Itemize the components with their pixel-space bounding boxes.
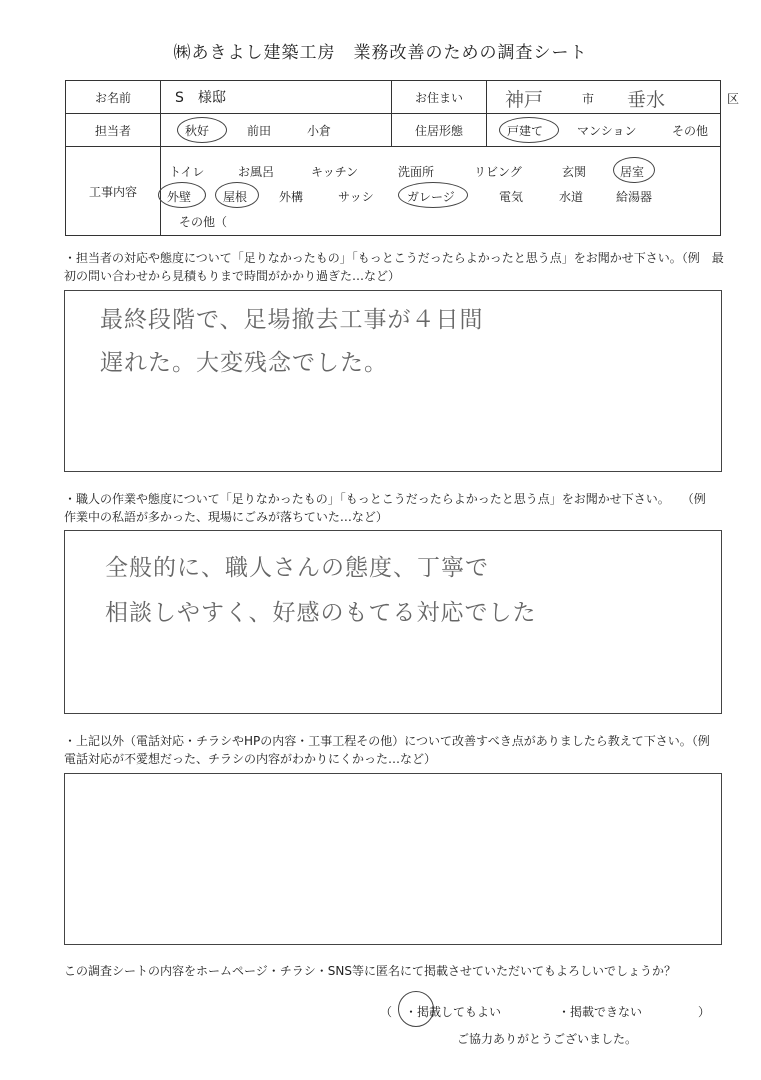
address-cell[interactable] xyxy=(487,81,740,114)
housing-option-other[interactable]: その他 xyxy=(672,124,709,138)
work-label: 工事内容 xyxy=(66,147,161,236)
work-room[interactable]: 居室 xyxy=(620,165,645,179)
thanks-message: ご協力ありがとうございました。 xyxy=(457,1032,638,1046)
work-bath[interactable]: お風呂 xyxy=(238,165,275,179)
work-sash[interactable]: サッシ xyxy=(338,190,374,204)
page-title: ㈱あきよし建築工房 業務改善のための調査シート xyxy=(173,43,588,63)
work-entrance[interactable]: 玄関 xyxy=(562,165,587,179)
work-living[interactable]: リビング xyxy=(474,165,522,179)
answer-staff-line1: 最終段階で、足場撤去工事が４日間 xyxy=(100,307,484,333)
question-craftsman: ・職人の作業や態度について「足りなかったもの」「もっとこうだったらよかったと思う点」をお聞かせ下さい。 （例 作業中の私語が多かった、現場にごみが落ちていた…など） xyxy=(64,492,718,524)
housing-option-mansion[interactable]: マンション xyxy=(577,124,637,138)
work-cell xyxy=(161,147,721,236)
work-electric[interactable]: 電気 xyxy=(499,190,524,204)
work-garage[interactable]: ガレージ xyxy=(407,190,455,204)
answer-craftsman-line2: 相談しやすく、好感のもてる対応でした xyxy=(105,600,537,626)
answer-box-other[interactable] xyxy=(64,773,722,945)
staff-cell xyxy=(161,114,392,147)
staff-option-akiyoshi[interactable]: 秋好 xyxy=(185,124,210,138)
work-roof[interactable]: 屋根 xyxy=(223,190,248,204)
work-kitchen[interactable]: キッチン xyxy=(311,165,359,179)
work-water-heater[interactable]: 給湯器 xyxy=(616,190,653,204)
consent-options xyxy=(380,1003,720,1025)
staff-option-ogura[interactable]: 小倉 xyxy=(307,124,332,138)
question-staff: ・担当者の対応や態度について「足りなかったもの」「もっとこうだったらよかったと思う点」をお聞かせ下さい。（例 最初の問い合わせから見積もりまで時間がかかり過ぎた…など） xyxy=(64,251,724,283)
work-other[interactable]: その他（ xyxy=(179,215,228,229)
name-value[interactable]: S 様邸 xyxy=(175,90,226,106)
work-water[interactable]: 水道 xyxy=(559,190,584,204)
consent-paren-close: ） xyxy=(698,1005,711,1019)
work-washroom[interactable]: 洗面所 xyxy=(398,165,435,179)
address-city-handwritten: 神戸 xyxy=(505,89,544,111)
info-table xyxy=(65,80,740,236)
staff-option-maeda[interactable]: 前田 xyxy=(247,124,272,138)
consent-paren-open: （ xyxy=(380,1005,393,1019)
address-ward-handwritten: 垂水 xyxy=(627,89,666,111)
housing-label: 住居形態 xyxy=(392,114,487,147)
address-label: お住まい xyxy=(392,81,487,114)
consent-question: この調査シートの内容をホームページ・チラシ・SNS等に匿名にて掲載させていただいてもよろしいでしょうか？ xyxy=(64,964,676,978)
work-toilet[interactable]: トイレ xyxy=(169,165,205,179)
housing-option-detached[interactable]: 戸建て xyxy=(507,124,544,138)
work-exterior[interactable]: 外構 xyxy=(279,190,304,204)
answer-staff-line2: 遅れた。大変残念でした。 xyxy=(100,350,388,376)
answer-craftsman-line1: 全般的に、職人さんの態度、丁寧で xyxy=(105,555,489,581)
staff-label: 担当者 xyxy=(66,114,161,147)
work-exterior-wall[interactable]: 外壁 xyxy=(167,190,192,204)
housing-cell xyxy=(487,114,721,147)
city-label: 市 xyxy=(582,92,595,106)
consent-ng-option[interactable]: ・掲載できない xyxy=(558,1005,643,1019)
ward-label: 区 xyxy=(727,92,740,106)
question-other: ・上記以外（電話対応・チラシやHPの内容・工事工程その他）について改善すべき点がありましたら教えて下さい。（例 電話対応が不愛想だった、チラシの内容がわかりにくかった…など） xyxy=(64,734,722,766)
consent-ok-option[interactable]: ・掲載してもよい xyxy=(405,1005,502,1019)
name-label: お名前 xyxy=(66,81,161,114)
